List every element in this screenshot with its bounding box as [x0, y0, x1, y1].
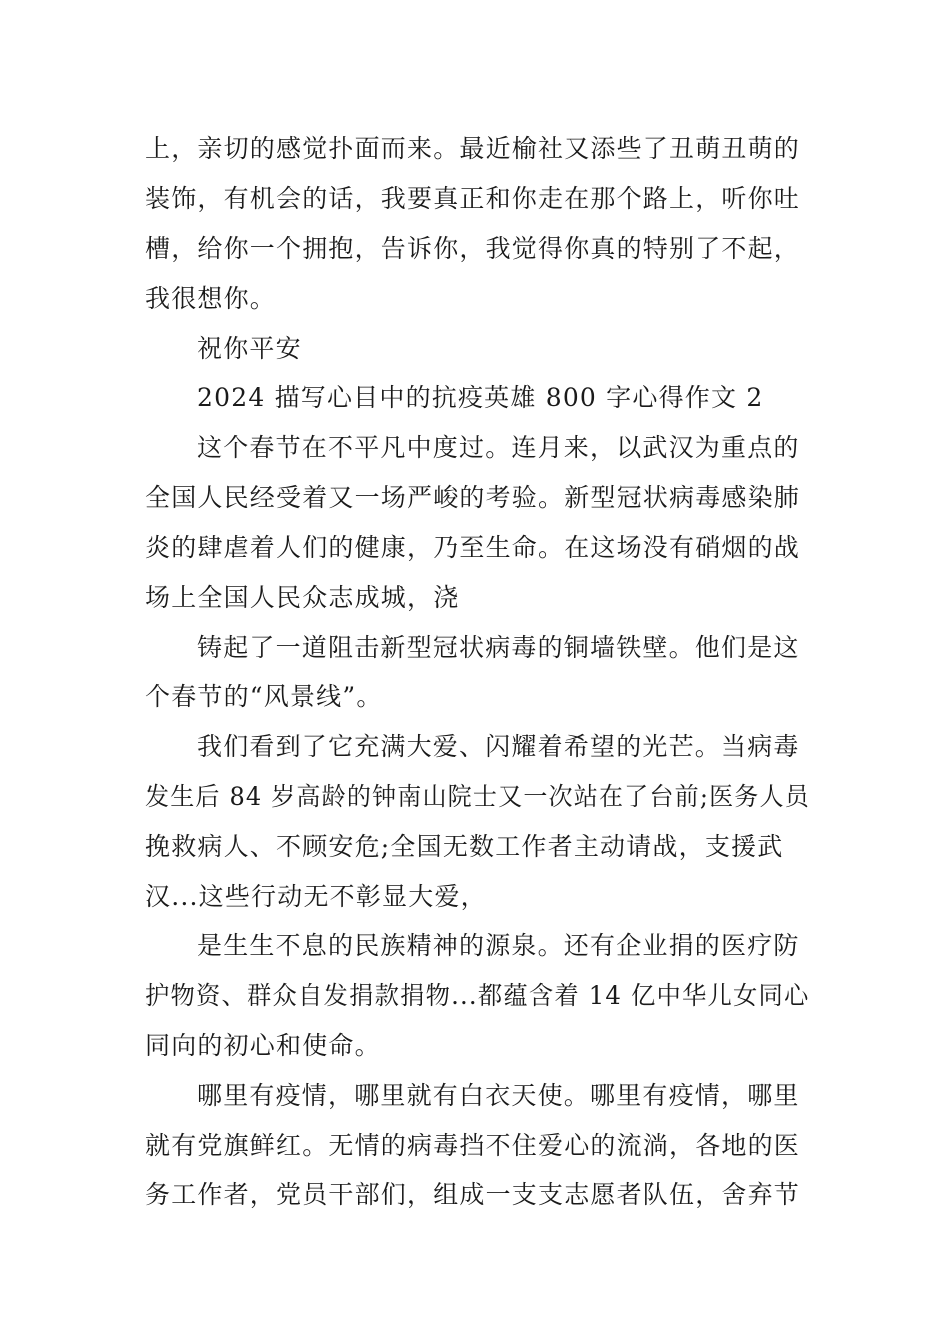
- section-title: 2024 描写心目中的抗疫英雄 800 字心得作文 2: [197, 383, 764, 412]
- text-line: 挽救病人、不顾安危;全国无数工作者主动请战，支援武: [145, 832, 784, 861]
- text-line: 同向的初心和使命。: [145, 1031, 381, 1060]
- text-line: 场上全国人民众志成城，浇: [145, 583, 460, 612]
- text-line: 炎的肆虐着人们的健康，乃至生命。在这场没有硝烟的战: [145, 533, 801, 562]
- text-line: 铸起了一道阻击新型冠状病毒的铜墙铁壁。他们是这: [197, 633, 800, 662]
- text-line: 哪里有疫情，哪里就有白衣天使。哪里有疫情，哪里: [197, 1081, 800, 1110]
- text-line: 护物资、群众自发捐款捐物...都蕴含着 14 亿中华儿女同心: [145, 981, 810, 1010]
- text-line: 务工作者，党员干部们，组成一支支志愿者队伍，舍弃节: [145, 1180, 801, 1209]
- text-line: 汉...这些行动无不彰显大爱，: [145, 882, 487, 911]
- text-line: 槽，给你一个拥抱，告诉你，我觉得你真的特别了不起，: [145, 234, 801, 263]
- text-line: 发生后 84 岁高龄的钟南山院士又一次站在了台前;医务人员: [145, 782, 810, 811]
- text-line: 上，亲切的感觉扑面而来。最近榆社又添些了丑萌丑萌的: [145, 134, 801, 163]
- text-line: 是生生不息的民族精神的源泉。还有企业捐的医疗防: [197, 931, 800, 960]
- text-line: 我很想你。: [145, 284, 277, 313]
- text-line: 这个春节在不平凡中度过。连月来，以武汉为重点的: [197, 433, 800, 462]
- text-line: 装饰，有机会的话，我要真正和你走在那个路上，听你吐: [145, 184, 801, 213]
- text-line: 我们看到了它充满大爱、闪耀着希望的光芒。当病毒: [197, 732, 800, 761]
- text-line: 全国人民经受着又一场严峻的考验。新型冠状病毒感染肺: [145, 483, 801, 512]
- text-line: 就有党旗鲜红。无情的病毒挡不住爱心的流淌，各地的医: [145, 1131, 801, 1160]
- closing-line: 祝你平安: [197, 334, 302, 363]
- text-line: 个春节的“风景线”。: [145, 682, 383, 711]
